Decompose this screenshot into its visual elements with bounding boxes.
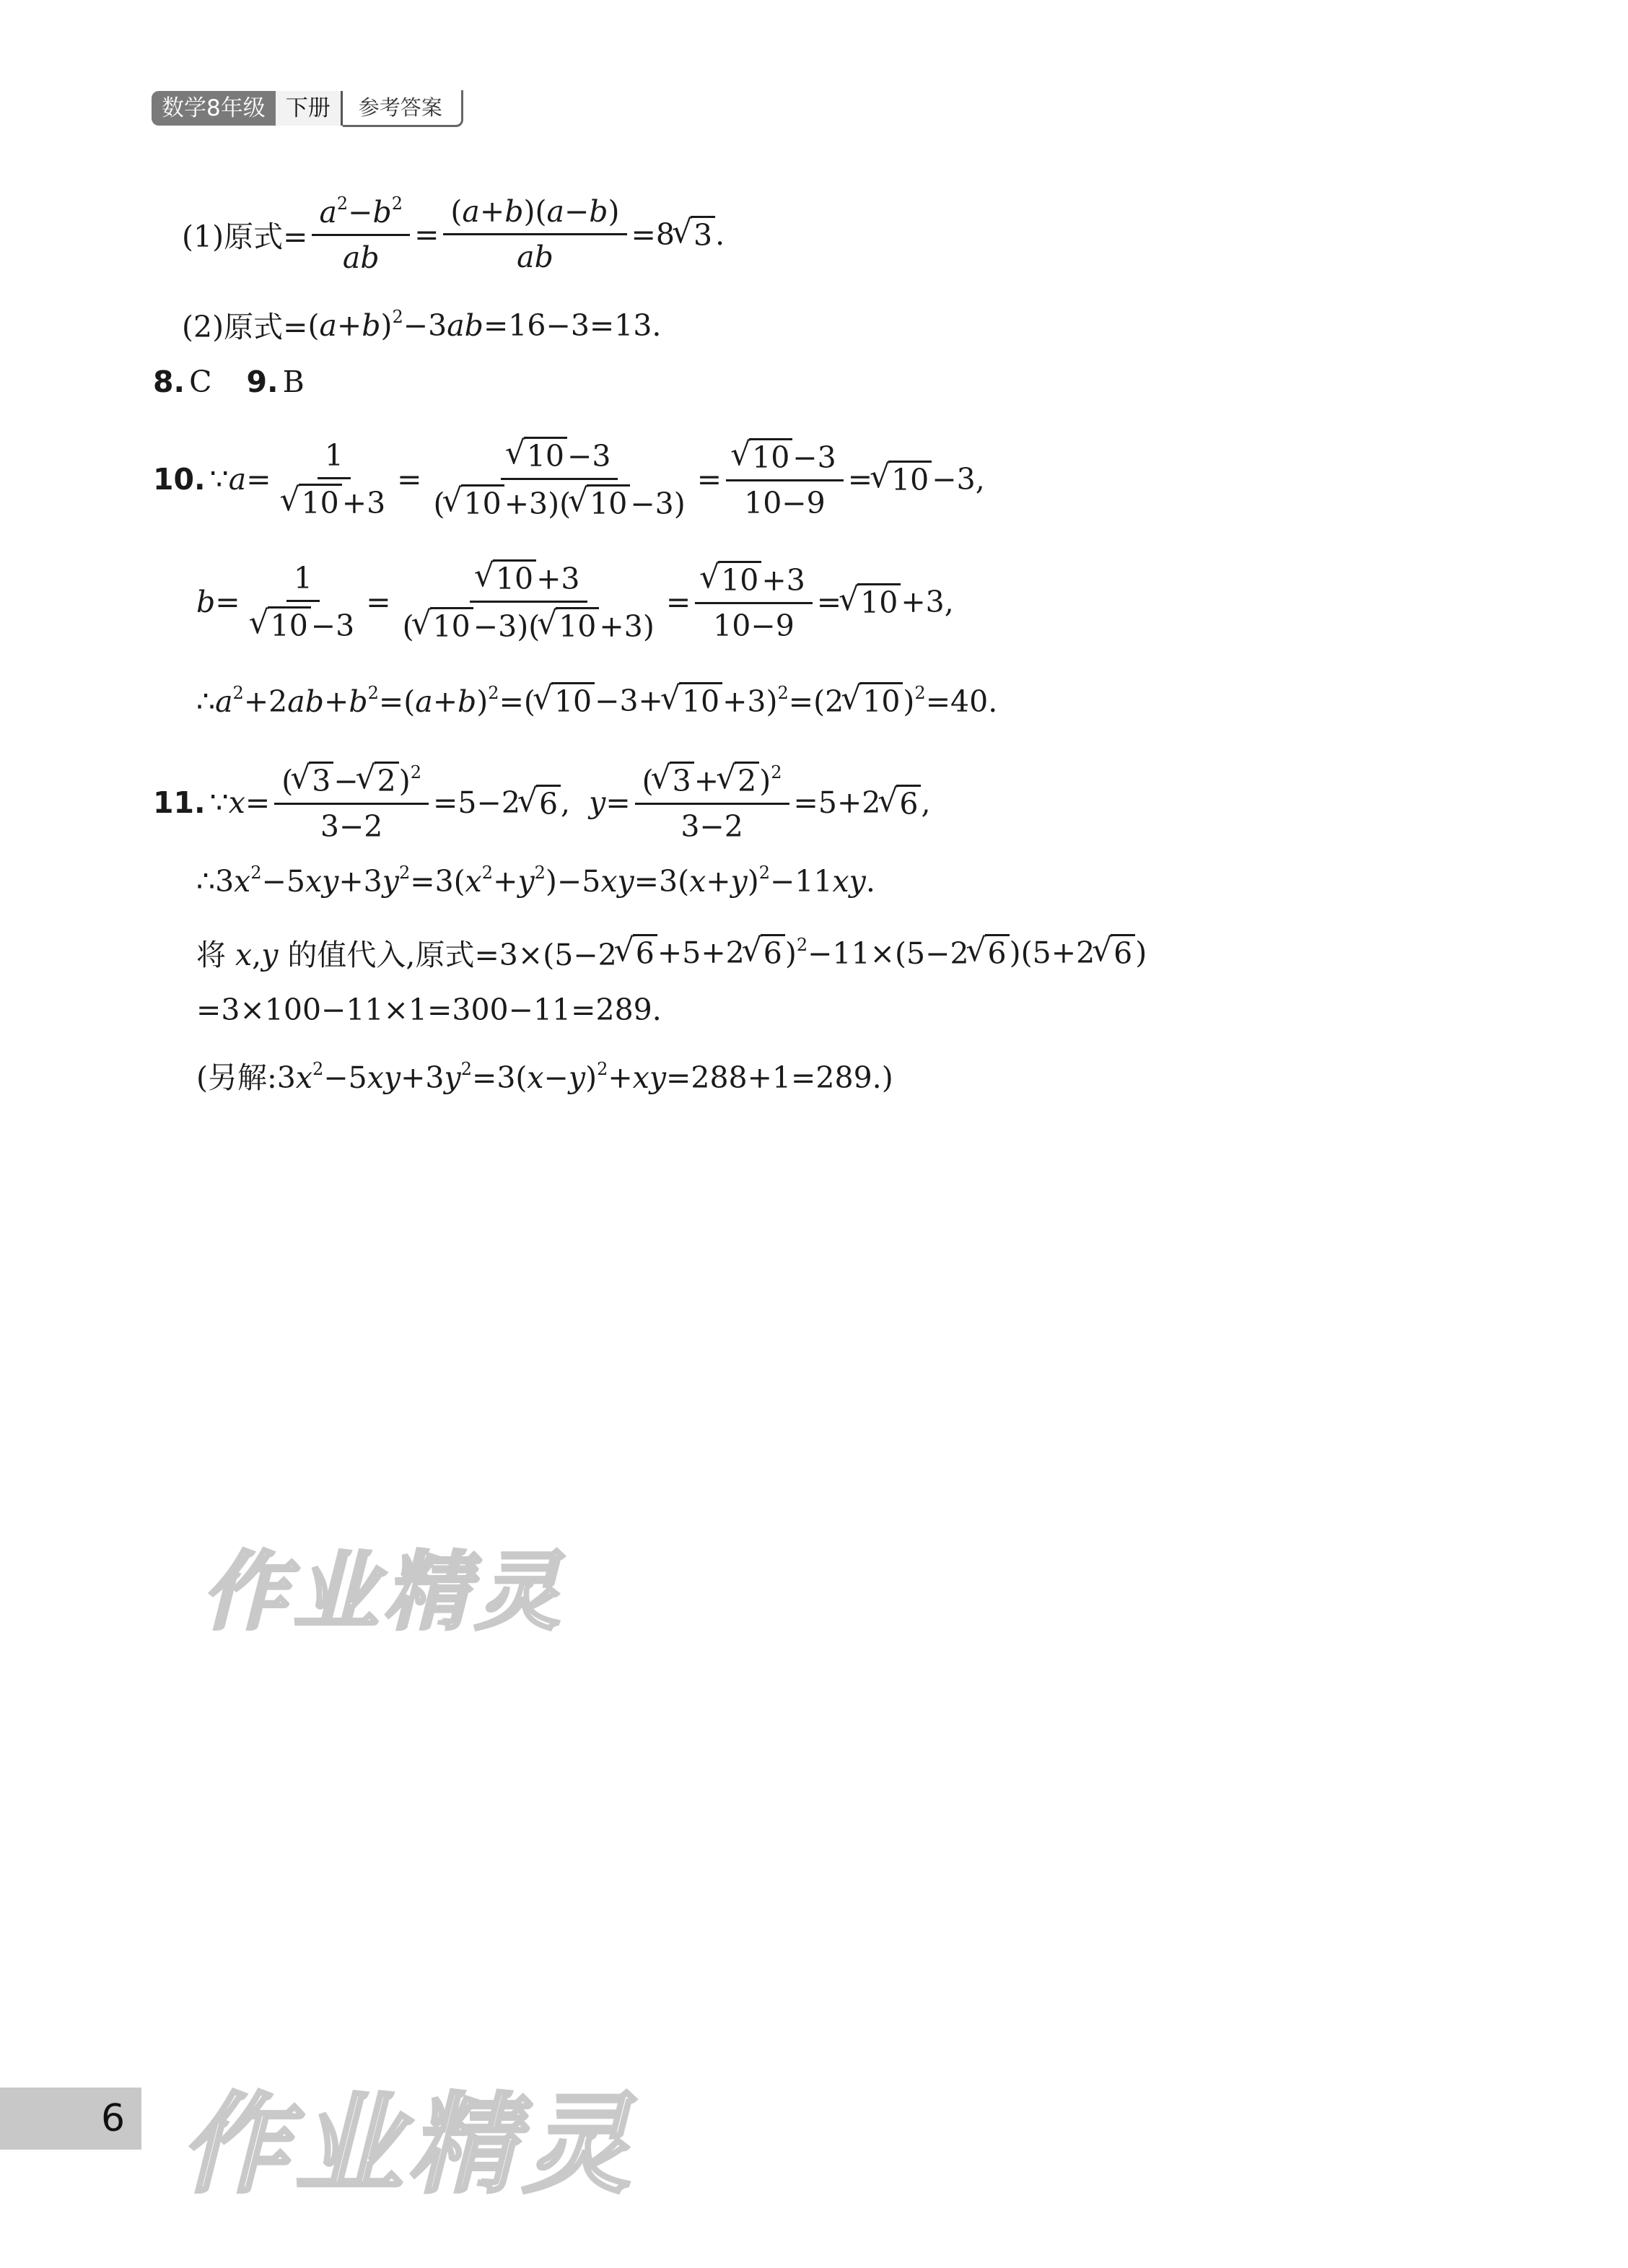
q10-line1: 10. ∵a= 1 √ 10+3 = √ $\frac{10-3}{(√ 10+3)(√ 10-3)}$ = √ $\frac{10-3}{10-9}$ = √ 10 −3, xyxy=(153,437,985,521)
q8-q9-answers xyxy=(153,365,305,399)
q9-label: 9. xyxy=(246,365,279,399)
q10-label: 10. xyxy=(153,461,206,497)
q10-line3: $\therefore a^2+2ab+b^2=(a+b)^2=$( √ 10 −3+ √ 10 +3)$^2$=(2 √ 10 )$^2$=40. xyxy=(196,682,997,719)
q8-label: 8. xyxy=(153,365,185,399)
q7-p2-label: (2)原式= xyxy=(182,310,308,344)
watermark-bottom: 作业精灵 xyxy=(180,2082,637,2208)
q7-frac2: $\frac{(a+b)(a-b)}{ab}$ xyxy=(443,194,626,274)
q8-answer: C xyxy=(189,365,212,399)
q7-frac1: $\frac{a^2-b^2}{ab}$ xyxy=(312,193,410,275)
q11-line1: 11. ∵x= $\frac{(√ 3-√ 2)^2}{3-2}$ =5−2 √ 6 , y= $\frac{(√ 3+√ 2)^2}{3-2}$ =5+2 √ 6 , xyxy=(153,762,931,844)
q11-line4-text: =3×100−11×1=300−11=289. xyxy=(196,993,662,1027)
q9-answer: B xyxy=(282,365,305,399)
page-number: 6 xyxy=(0,2088,141,2150)
page-header xyxy=(152,90,463,127)
header-volume: 下册 xyxy=(276,91,343,126)
watermark-mid: 作业精灵 xyxy=(202,1542,566,1641)
q11-line3: 将 x,y 的值代入,原式=3×(5−2 √ 6 +5+2 √ 6 )$^2$−11×(5−2 √ 6 )(5+2 √ 6 ) xyxy=(196,931,1147,974)
q7-part1: (1)原式= $\frac{a^2-b^2}{ab}$ = $\frac{(a+b)(a-b)}{ab}$ =8 √ 3 . xyxy=(182,193,725,275)
q11-label: 11. xyxy=(153,785,206,820)
q11-line2: $\therefore 3x^2-5xy+3y^2=3(x^2+y^2)-5xy=3(x+y)^2-11xy$. xyxy=(196,863,875,899)
q10-line2: b= 1 √ 10−3 = √ $\frac{10+3}{(√ 10-3)(√ 10+3)}$ = √ $\frac{10+3}{10-9}$ = √ 10 +3, xyxy=(196,559,954,644)
header-subject: 数学8年级 xyxy=(152,91,276,126)
header-section: 参考答案 xyxy=(343,90,463,127)
q7-p1-label: (1)原式= xyxy=(182,219,308,254)
q11-line4 xyxy=(196,993,662,1027)
q7-part2: (2)原式= $(a+b)^2-3ab=16-3=13$. xyxy=(182,303,661,346)
q11-line5: (另解$:3x^2-5xy+3y^2=3(x-y)^2+xy=288+1=289$.) xyxy=(196,1059,893,1095)
